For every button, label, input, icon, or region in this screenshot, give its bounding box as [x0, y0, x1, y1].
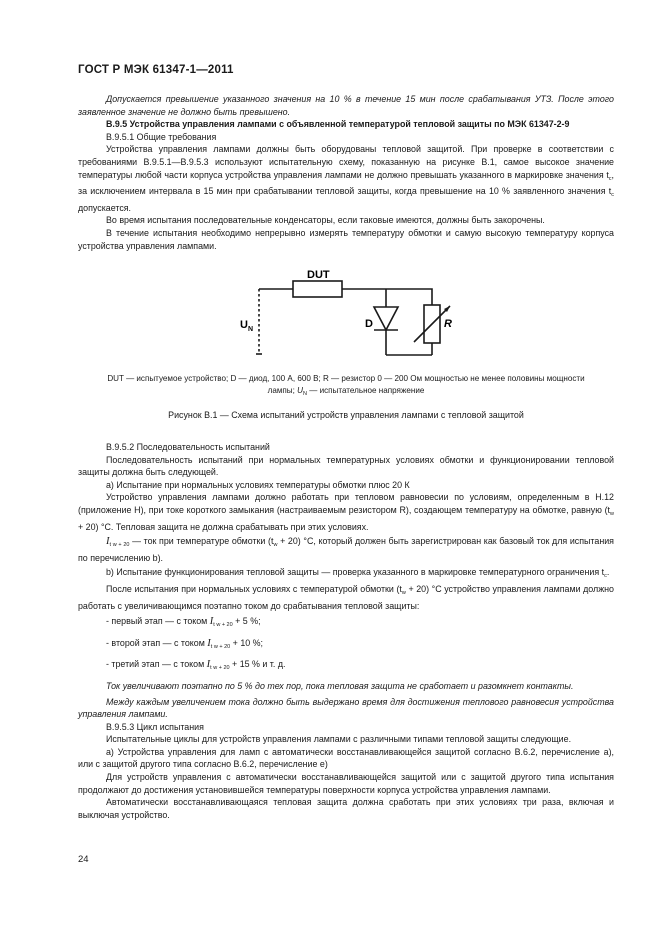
dut-resistor	[293, 281, 342, 297]
step-2: - второй этап — с током $I_{t w + 20} + 10$ %;	[106, 637, 264, 650]
requirements-paragraph: Устройства управления лампами должны быть оборудованы тепловой защитой. При проверке в соответствии с требованиями В.9.5.1—В.9.5.3 используют испытательную схему, показанную на рисунке В.1, самое высокое значение температуры любой части корпуса устройства управления лампами не должно превышать указанного в маркировке значения $t_c$, за исключением интервала в 15 мин при срабатывании тепловой защиты, когда превышение на 10 % заявленного значения $t_c$ допускается.	[78, 144, 614, 213]
item-a-title: а) Испытание при нормальных условиях температуры обмотки плюс 20 К	[106, 479, 410, 490]
cycle-trips: Автоматически восстанавливающаяся тепловая защита должна сработать при этих условиях три раза, включая и выключая устройство.	[78, 797, 614, 820]
after-test-paragraph: После испытания при нормальных условиях с температурой обмотки $(t_w + 20)$ °С устройство управления лампами должно работать с увеличивающимся поэтапно током до срабатывания тепловой защиты:	[78, 583, 614, 611]
item-b-text: b) Испытание функционирования тепловой защиты — проверка указанного в маркировке температурного ограничения $t_c$.	[106, 567, 610, 580]
dut-label: DUT	[307, 269, 330, 281]
diode-label: D	[365, 318, 373, 330]
page-number: 24	[78, 854, 89, 865]
voltage-label: $U_N$	[240, 319, 254, 333]
item-a-text: Устройство управления лампами должно работать при тепловом равновесии по условиям, определенным в Н.12 (приложение Н), при токе короткого замыкания (настраиваемым резистором R), создающем температуру на обмотке, равную $(t_w + 20)$ °С. Тепловая защита не должна срабатывать при этих условиях.	[78, 492, 614, 532]
capacitors-paragraph: Во время испытания последовательные конденсаторы, если таковые имеются, должны быть закорочены.	[106, 215, 545, 226]
base-current-definition: $I_{t w + 20}$ — ток при температуре обмотки $(t_w + 20)$ °С, который должен быть зарегистрирован как базовый ток для испытания по перечислению b).	[78, 536, 614, 563]
sequence-text-block	[78, 441, 614, 821]
section-b95-heading: В.9.5 Устройства управления лампами с объявленной температурой тепловой защиты по МЭК 61347-2-9	[106, 119, 570, 130]
measurement-paragraph: В течение испытания необходимо непрерывно измерять температуру обмотки и самую высокую температуру корпуса устройства управления лампами.	[78, 227, 614, 251]
figure-legend	[78, 373, 614, 401]
section-b952-heading: В.9.5.2 Последовательность испытаний	[106, 442, 270, 452]
cycle-item-a: а) Устройства управления для ламп с автоматически восстанавливающейся защитой согласно В.6.2, перечисление а), или с защитой другого типа согласно В.6.2, перечисление е)	[78, 746, 614, 770]
legend-line-2: лампы; $U_N$ — испытательное напряжение	[267, 386, 425, 398]
resistor-label: R	[444, 318, 452, 330]
step-1: - первый этап — с током $I_{t w + 20} + 5$ %;	[106, 616, 261, 629]
equilibrium-note: Между каждым увеличением тока должно быть выдержано время для достижения теплового равновесия устройства управления лампами.	[78, 696, 614, 720]
cycle-intro: Испытательные циклы для устройств управления лампами с различными типами тепловой защиты следующие.	[106, 734, 572, 745]
step-3: - третий этап — с током $I_{t w + 20} + 15$ % и т. д.	[106, 659, 286, 672]
top-right-wire	[342, 289, 432, 305]
cycle-continue: Для устройств управления с автоматически восстанавливающейся защитой или с защитой другого типа испытания продолжают до достижения установившейся температуры поверхности корпуса устройства управления лампами.	[78, 772, 614, 795]
increase-note: Ток увеличивают поэтапно по 5 % до тех пор, пока тепловая защита не сработает и разомкнет контакты.	[106, 680, 574, 691]
figure-caption: Рисунок В.1 — Схема испытаний устройств управления лампами с тепловой защитой	[168, 410, 524, 420]
section-b951-heading: В.9.5.1 Общие требования	[106, 131, 217, 142]
legend-line-1: DUT — испытуемое устройство; D — диод, 100 А, 600 В; R — резистор 0 — 200 Ом мощностью не менее половины мощности	[107, 374, 585, 383]
standard-header: ГОСТ Р МЭК 61347-1—2011	[78, 64, 234, 76]
allowed-excess-note: Допускается превышение указанного значения на 10 % в течение 15 мин после срабатывания УТЗ. После этого заявленное значение не должно быть превышено.	[78, 94, 614, 117]
section-b953-heading: В.9.5.3 Цикл испытания	[106, 721, 204, 732]
diode-symbol	[374, 307, 398, 330]
sequence-intro: Последовательность испытаний при нормальных температурных условиях обмотки и функционировании тепловой защиты должна быть следующей.	[78, 454, 614, 478]
